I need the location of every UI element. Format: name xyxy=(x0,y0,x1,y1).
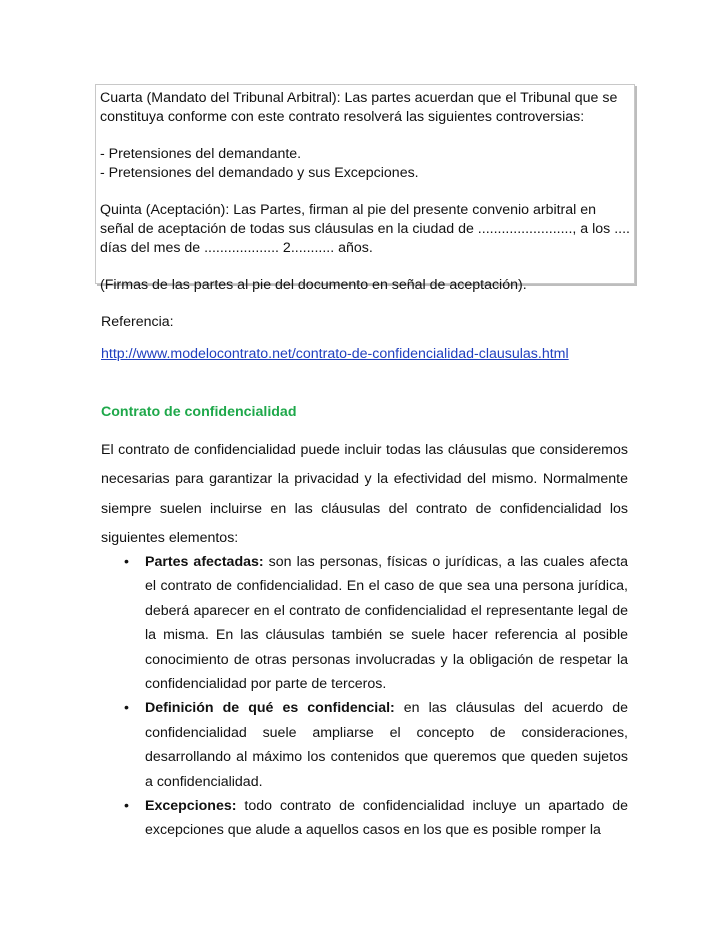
signatures-note: (Firmas de las partes al pie del documento en señal de aceptación). xyxy=(100,277,527,293)
spacer xyxy=(100,127,630,145)
elements-list xyxy=(101,550,628,843)
bullet-icon: • xyxy=(124,700,129,717)
reference-link[interactable]: http://www.modelocontrato.net/contrato-de-confidencialidad-clausulas.html xyxy=(101,346,569,362)
clause-quinta: Quinta (Aceptación): Las Partes, firman al pie del presente convenio arbitral en señal de aceptación de todas sus cláusulas en la ciudad de ........................, a los .... días del mes de ................... 2........... años. xyxy=(100,202,630,256)
list-item xyxy=(101,794,628,843)
bullet-icon: • xyxy=(124,798,129,815)
clause-cuarta: Cuarta (Mandato del Tribunal Arbitral): Las partes acuerdan que el Tribunal que se constituya conforme con este contrato resolverá las siguientes controversias: xyxy=(100,90,618,125)
section-intro-paragraph: El contrato de confidencialidad puede incluir todas las cláusulas que consideremos necesarias para garantizar la privacidad y la efectividad del mismo. Normalmente siempre suelen incluirse en las cláusulas del contrato de confidencialidad los siguientes elementos: xyxy=(101,442,628,546)
list-item-term: Excepciones: xyxy=(145,798,237,815)
list-item-term: Definición de qué es confidencial: xyxy=(145,700,395,717)
list-item-text: son las personas, físicas o jurídicas, a las cuales afecta el contrato de confidencialidad. En el caso de que sea una persona jurídica, deberá aparecer en el contrato de confidencialidad el representante legal de la misma. En las cláusulas también se suele hacer referencia al posible conocimiento de otras personas involucradas y la obligación de respetar la confidencialidad por parte de terceros. xyxy=(145,554,628,693)
claim-item-demandado: - Pretensiones del demandado y sus Excepciones. xyxy=(100,165,419,181)
spacer xyxy=(100,258,630,276)
list-item xyxy=(101,696,628,794)
claim-item-demandante: - Pretensiones del demandante. xyxy=(100,146,302,162)
list-item-text: en las cláusulas del acuerdo de confidencialidad suele ampliarse el concepto de consideraciones, desarrollando al máximo los contenidos que queremos que queden sujetos a confidencialidad. xyxy=(145,700,628,790)
spacer xyxy=(100,183,630,201)
list-item-term: Partes afectadas: xyxy=(145,554,264,570)
list-item xyxy=(101,550,628,696)
list-item-text: todo contrato de confidencialidad incluye un apartado de excepciones que alude a aquellos casos en los que es posible romper la xyxy=(145,798,628,839)
bullet-icon: • xyxy=(124,554,129,570)
section-heading: Contrato de confidencialidad xyxy=(101,404,297,420)
reference-label: Referencia: xyxy=(101,314,174,330)
contract-clauses-box xyxy=(95,84,635,293)
